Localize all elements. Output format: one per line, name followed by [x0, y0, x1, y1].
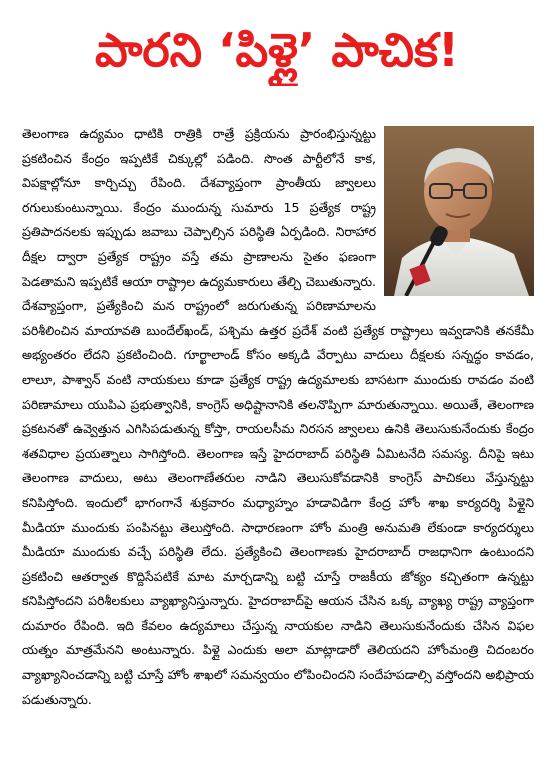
article: [22, 122, 534, 756]
headline: పారని ‘పిళ్లై’ పాచిక!: [94, 23, 459, 77]
speaker-photo: [384, 126, 534, 296]
article-body: తెలంగాణ ఉద్యమం ధాటికి రాత్రికి రాత్రే ప్రక్రియను ప్రారంభిస్తున్నట్టు ప్రకటించిన కేంద్రం ఇప్పటికే చిక్కుల్లో పడింది. సొంత పార్టీలోనే కాక, విపక్షాల్లోనూ కార్చిచ్చు రేపింది. దేశవ్యాప్తంగా ప్రాంతీయ జ్వాలలు రగులుకుంటున్నాయి. కేంద్రం ముందున్న సుమారు 15 ప్రత్యేక రాష్ట్ర ప్రతిపాదనలకు ఇప్పుడు జవాబు చెప్పాల్సిన పరిస్థితి ఏర్పడింది. నిరాహార దీక్షల ద్వారా ప్రత్యేక రాష్ట్రం వస్తే తమ ప్రాణాలను సైతం ఫణంగా పెడతామని ఇప్పటికే ఆయా రాష్ట్రాల ఉద్యమకారులు తేల్చి చెబుతున్నారు. దేశవ్యాప్తంగా, ప్రత్యేకించి మన రాష్ట్రంలో జరుగుతున్న పరిణామాలను పరిశీలించిన మాయావతి బుందేల్‌ఖండ్, పశ్చిమ ఉత్తర ప్రదేశ్ వంటి ప్రత్యేక రాష్ట్రాలు ఇవ్వడానికి తనకేమీ అభ్యంతరం లేదని ప్రకటించింది. గూర్ఖాలాండ్ కోసం అక్కడి వేర్పాటు వాదులు దీక్షలకు సన్నద్ధం కావడం, లాలూ, పాశ్వాన్ వంటి నాయకులు కూడా ప్రత్యేక రాష్ట్ర ఉద్యమాలకు బాసటగా ముందుకు రావడం వంటి పరిణామాలు యుపిఎ ప్రభుత్వానికి, కాంగ్రెస్ అధిష్టానానికి తలనొప్పిగా మారుతున్నాయి. అయితే, తెలంగాణ ప్రకటనతో ఉవ్వెత్తున ఎగిసిపడుతున్న కోస్తా, రాయలసీమ నిరసన జ్వాలలు ఉనికి తెలుసుకునేందుకు కేంద్రం శతవిధాల ప్రయత్నాలు సాగిస్తోంది. తెలంగాణ ఇస్తే హైదరాబాద్ పరిస్థితి ఏమిటనేది సమస్య. దీనిపై ఇటు తెలంగాణ వాదులు, అటు తెలంగాణేతరుల నాడిని తెలుసుకోవడానికి కాంగ్రెస్ పాచికలు వేస్తున్నట్టు కనిపిస్తోంది. ఇందులో భాగంగానే శుక్రవారం మధ్యాహ్నం హడావిడిగా కేంద్ర హోం శాఖ కార్యదర్శి పిళ్లైని మీడియా ముందుకు పంపినట్టు తెలుస్తోంది. సాధారణంగా హోం మంత్రి అనుమతి లేకుండా కార్యదర్శులు మీడియా ముందుకు వచ్చే పరిస్థితి లేదు. ప్రత్యేకించి తెలంగాణకు హైదరాబాద్ రాజధానిగా ఉంటుందని ప్రకటించి ఆతర్వాత కొద్దిసేపటికే మాట మార్చడాన్ని బట్టి చూస్తే రాజకీయ జోక్యం కచ్చితంగా ఉన్నట్టు కనిపిస్తోందని పరిశీలకులు వ్యాఖ్యానిస్తున్నారు. హైదరాబాద్‌పై ఆయన చేసిన ఒక్క వ్యాఖ్య రాష్ట్ర వ్యాప్తంగా దుమారం రేపింది. ఇది కేవలం ఉద్యమాలు చేస్తున్న నాయకుల నాడిని తెలుసుకునేందుకు చేసిన విఫల యత్నం మాత్రమేనని అంటున్నారు. పిళ్లై ఎందుకు అలా మాట్లాడారో తెలియదని హోంమంత్రి చిదంబరం వ్యాఖ్యానించడాన్ని బట్టి చూస్తే హోం శాఖలో సమన్వయం లోపించిందని సందేహపడాల్సి వస్తోందని అభిప్రాయ పడుతున్నారు.: [22, 126, 534, 707]
